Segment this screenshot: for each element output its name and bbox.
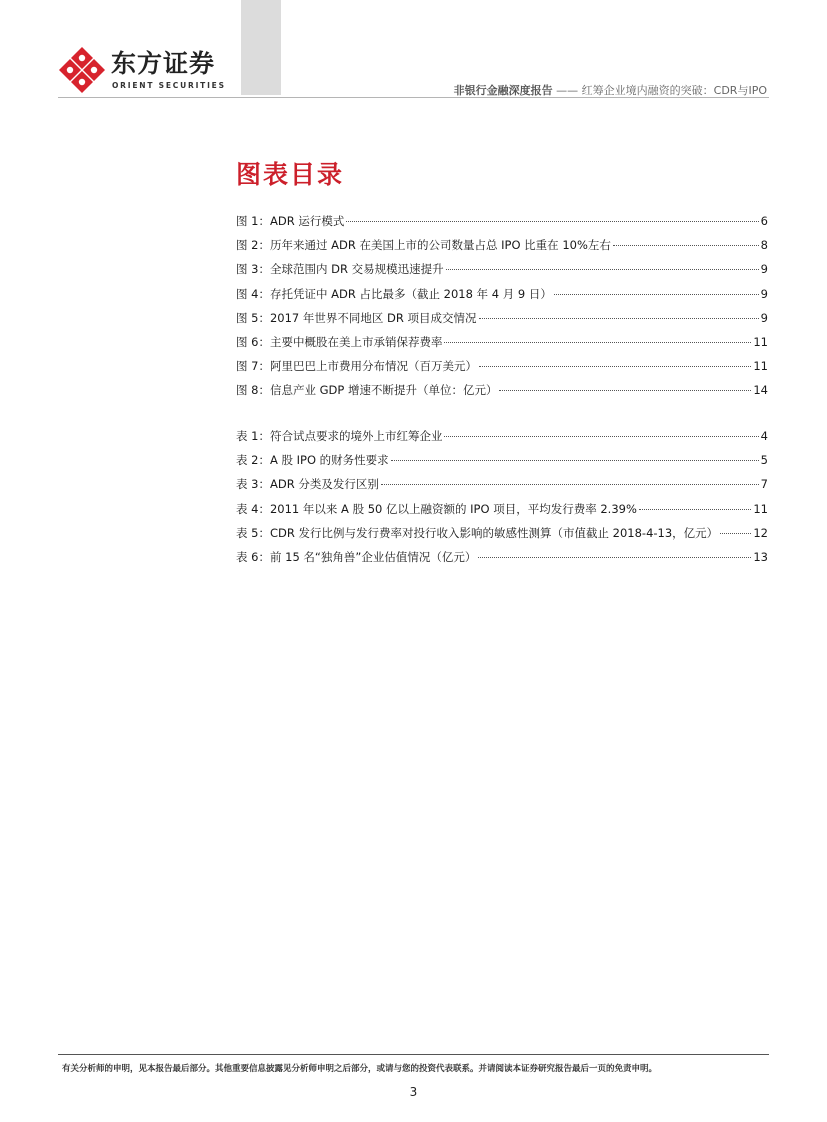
toc-label: 图 6：主要中概股在美上市承销保荐费率 — [236, 334, 443, 349]
footer-disclaimer: 有关分析师的申明，见本报告最后部分。其他重要信息披露见分析师申明之后部分，或请与您的投资代表联系。并请阅读本证券研究报告最后一页的免责申明。 — [62, 1064, 658, 1074]
toc-label: 表 5：CDR 发行比例与发行费率对投行收入影响的敏感性测算（市值截止 2018-4-13，亿元） — [236, 525, 719, 540]
report-title: 红筹企业境内融资的突破：CDR与IPO — [581, 84, 767, 97]
toc-page-number: 9 — [760, 310, 768, 325]
dot-leader — [479, 318, 759, 319]
dot-leader — [554, 294, 759, 295]
toc-entry-figure[interactable] — [236, 334, 768, 358]
dot-leader — [499, 390, 751, 391]
dot-leader — [346, 221, 758, 222]
toc-page-number: 14 — [753, 383, 768, 398]
toc-entry-table[interactable] — [236, 452, 768, 476]
table-list — [236, 428, 768, 573]
logo-diamond-icon — [58, 46, 106, 94]
dot-leader — [446, 269, 759, 270]
dot-leader — [639, 509, 751, 510]
toc-entry-table[interactable] — [236, 476, 768, 500]
toc-page-number: 12 — [753, 525, 768, 540]
dot-leader — [479, 366, 751, 367]
footer-divider — [58, 1054, 769, 1055]
dot-leader — [444, 436, 758, 437]
toc-entry-table[interactable] — [236, 501, 768, 525]
dot-leader — [720, 533, 751, 534]
toc-page-number: 6 — [760, 214, 768, 228]
toc-entry-table[interactable] — [236, 525, 768, 549]
page-title: 图表目录 — [236, 160, 345, 189]
toc-entry-figure[interactable] — [236, 261, 768, 285]
toc-label: 图 3：全球范围内 DR 交易规模迅速提升 — [236, 262, 444, 277]
logo-chinese-name: 东方证券 — [111, 49, 216, 78]
logo-english-name: ORIENT SECURITIES — [112, 81, 226, 90]
toc-page-number: 4 — [760, 429, 768, 443]
header-gray-tab — [241, 0, 281, 95]
dot-leader — [391, 460, 759, 461]
figure-list — [236, 213, 768, 407]
toc-label: 图 4：存托凭证中 ADR 占比最多（截止 2018 年 4 月 9 日） — [236, 286, 552, 301]
toc-label: 图 2：历年来通过 ADR 在美国上市的公司数量占总 IPO 比重在 10%左右 — [236, 238, 611, 253]
toc-entry-figure[interactable] — [236, 237, 768, 261]
toc-label: 表 1：符合试点要求的境外上市红筹企业 — [236, 429, 443, 443]
toc-entry-figure[interactable] — [236, 382, 768, 406]
toc-page-number: 9 — [760, 286, 768, 301]
toc-page-number: 7 — [760, 477, 768, 492]
dot-leader — [381, 484, 759, 485]
toc-entry-table[interactable] — [236, 428, 768, 452]
orient-securities-logo — [58, 46, 228, 96]
toc-label: 图 1：ADR 运行模式 — [236, 214, 345, 228]
toc-entry-figure[interactable] — [236, 213, 768, 237]
toc-page-number: 11 — [753, 334, 768, 349]
toc-entry-figure[interactable] — [236, 286, 768, 310]
header-separator: —— — [556, 84, 579, 97]
toc-label: 表 3：ADR 分类及发行区别 — [236, 477, 379, 492]
toc-entry-figure[interactable] — [236, 310, 768, 334]
toc-page-number: 11 — [753, 501, 768, 516]
dot-leader — [613, 245, 759, 246]
dot-leader — [478, 557, 751, 558]
toc-label: 表 2：A 股 IPO 的财务性要求 — [236, 453, 389, 468]
toc-page-number: 8 — [760, 238, 768, 253]
toc-label: 表 6：前 15 名“独角兽”企业估值情况（亿元） — [236, 549, 477, 564]
toc-entry-figure[interactable] — [236, 358, 768, 382]
toc-label: 图 5：2017 年世界不同地区 DR 项目成交情况 — [236, 310, 477, 325]
toc-page-number: 9 — [760, 262, 768, 277]
toc-page-number: 13 — [753, 549, 768, 564]
toc-page-number: 5 — [760, 453, 768, 468]
report-type: 非银行金融深度报告 — [453, 84, 553, 97]
header-divider — [58, 97, 769, 98]
toc-label: 表 4：2011 年以来 A 股 50 亿以上融资额的 IPO 项目，平均发行费率 2.39% — [236, 501, 637, 516]
dot-leader — [444, 342, 751, 343]
page-number: 3 — [409, 1085, 418, 1099]
toc-page-number: 11 — [753, 359, 768, 374]
toc-label: 图 8：信息产业 GDP 增速不断提升（单位：亿元） — [236, 383, 498, 398]
toc-entry-table[interactable] — [236, 549, 768, 573]
toc-label: 图 7：阿里巴巴上市费用分布情况（百万美元） — [236, 359, 477, 374]
report-header — [454, 82, 767, 98]
